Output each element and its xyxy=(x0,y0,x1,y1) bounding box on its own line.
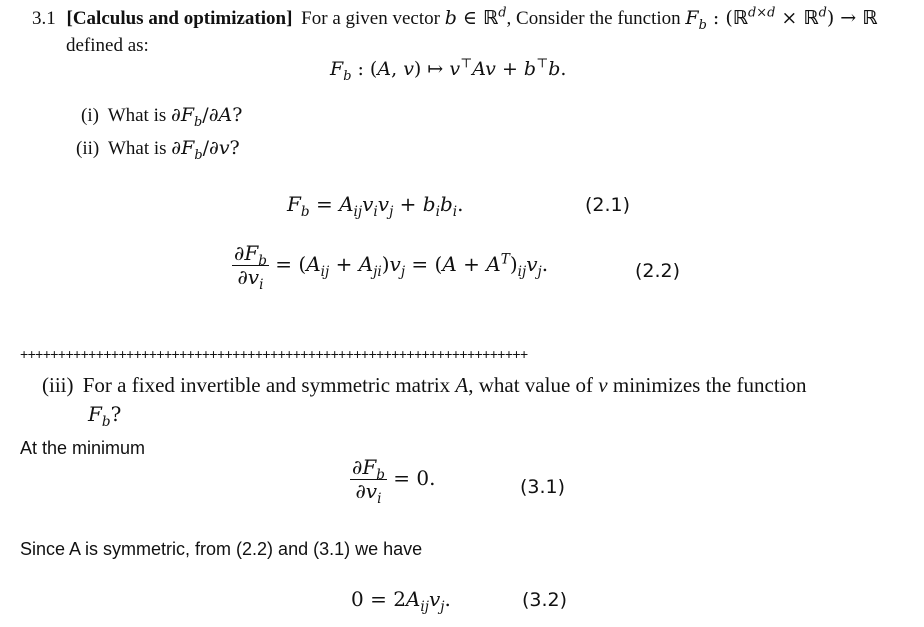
partial-fraction: $\frac{\partial F_b}{\partial v_i}$ xyxy=(234,241,267,293)
problem-number: 3.1 xyxy=(32,8,56,29)
problem-title: [Calculus and optimization] xyxy=(66,8,293,29)
equation-3-2: $0 = 2A_{ij}v_j$. xyxy=(351,587,451,615)
question-ii-math: $\partial F_b/\partial v$? xyxy=(171,137,240,163)
since-text: Since A is symmetric, from (2.2) and (3.1) we have xyxy=(20,539,423,559)
vector-b-domain: b ∈ ℝ$^d$ xyxy=(444,5,507,29)
question-i xyxy=(81,104,243,130)
equation-3-1-number: (3.1) xyxy=(520,476,566,498)
equation-2-2: $\frac{\partial F_b}{\partial v_i}$ = $(A_{ij} + A_{ji})v_j = (A + A^T)_{ij}v_j$. xyxy=(234,241,549,293)
partial-fraction-2: $\frac{\partial F_b}{\partial v_i}$ xyxy=(352,455,385,507)
question-iii-fb: $F_b$? xyxy=(88,402,122,430)
question-iii-text2: , what value of xyxy=(468,373,594,397)
equation-2-1-number: (2.1) xyxy=(585,194,631,216)
problem-consider: , Consider the function xyxy=(506,8,681,29)
equation-3-2-number: (3.2) xyxy=(522,589,568,611)
equation-2-1: $F_b = A_{ij}v_iv_j + b_ib_i$. xyxy=(287,192,464,220)
equation-2-2-number: (2.2) xyxy=(635,260,681,282)
question-i-label: (i) xyxy=(81,105,99,126)
problem-intro: For a given vector xyxy=(301,8,440,29)
question-iii-text3: minimizes the function xyxy=(612,373,807,397)
definition-equation: $F_b$ : (A, v) ↦ v⊤Av + b⊤b. xyxy=(330,56,567,84)
function-signature: $F_b$ : (ℝ$^{d\times d}$ × ℝ$^d$) → ℝ xyxy=(685,5,878,33)
question-iii-text: For a fixed invertible and symmetric matrix xyxy=(82,373,451,397)
question-i-math: $\partial F_b/\partial A$? xyxy=(171,104,243,130)
question-ii-text: What is xyxy=(107,138,167,159)
defined-as-text: defined as: xyxy=(66,35,149,56)
question-ii-label: (ii) xyxy=(76,138,100,159)
equation-3-1: $\frac{\partial F_b}{\partial v_i}$ = 0. xyxy=(352,455,436,507)
question-iii-label: (iii) xyxy=(42,373,74,397)
problem-header xyxy=(32,5,878,33)
separator-line: +++++++++++++++++++++++++++++++++++++++++++++++++++++++++++++++++++ xyxy=(20,346,528,362)
question-iii: (iii) For a fixed invertible and symmetric matrix A, what value of v minimizes the function xyxy=(42,373,807,397)
question-ii xyxy=(76,137,240,163)
at-minimum-text: At the minimum xyxy=(20,438,146,458)
question-i-text: What is xyxy=(107,105,167,126)
